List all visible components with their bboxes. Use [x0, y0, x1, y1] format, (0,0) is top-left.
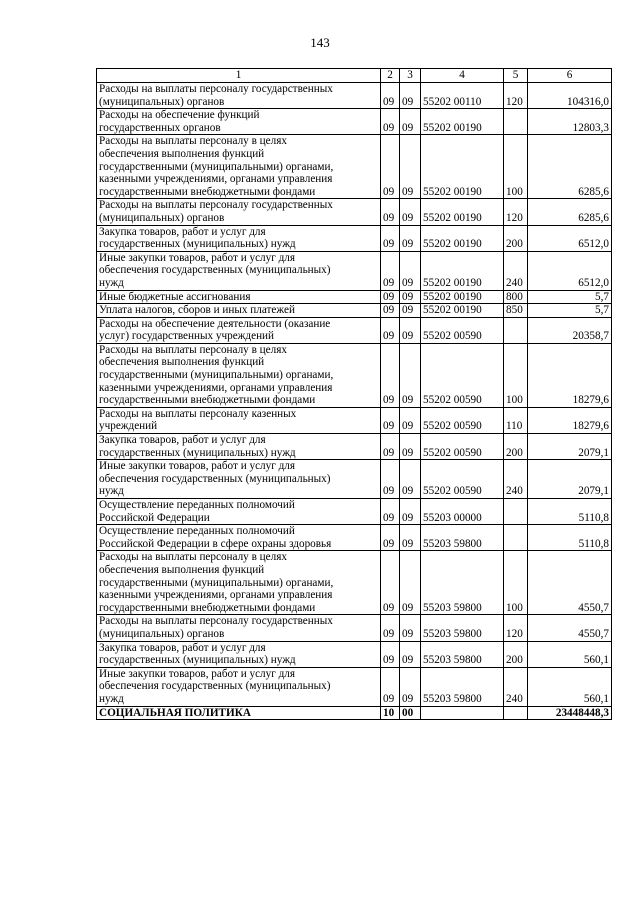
expense-description-cell [97, 641, 381, 667]
description-line: Расходы на выплаты персоналу государственных [99, 83, 333, 95]
expense-description-cell [97, 83, 381, 109]
expense-description-cell [97, 135, 381, 199]
target-article-cell: 55202 00590 [421, 434, 504, 460]
section-code-cell: 09 [381, 615, 400, 641]
subsection-code-cell: 09 [400, 615, 421, 641]
subsection-code-cell: 09 [400, 667, 421, 706]
description-line: (муниципальных) органов [99, 211, 225, 224]
description-line: государственными (муниципальными) органами, [99, 160, 334, 173]
header-cell: 3 [400, 69, 421, 83]
description-line: государственными внебюджетными фондами [99, 185, 316, 198]
expense-type-cell: 110 [504, 407, 528, 433]
expense-type-cell [504, 317, 528, 343]
description-line: Закупка товаров, работ и услуг для [99, 225, 266, 238]
target-article-cell: 55203 59800 [421, 615, 504, 641]
subsection-code-cell: 09 [400, 317, 421, 343]
description-line: государственных (муниципальных) нужд [99, 446, 296, 459]
description-line: Расходы на выплаты персоналу в целях [99, 343, 287, 356]
section-code-cell: 09 [381, 525, 400, 551]
expense-description-cell [97, 290, 381, 304]
amount-cell: 5110,8 [528, 499, 612, 525]
description-line: Осуществление переданных полномочий [99, 525, 295, 538]
description-line: Расходы на выплаты персоналу в целях [99, 135, 287, 148]
target-article-cell [421, 706, 504, 720]
section-code-cell: 09 [381, 304, 400, 318]
section-code-cell: 09 [381, 251, 400, 290]
target-article-cell: 55202 00590 [421, 343, 504, 407]
subsection-code-cell: 00 [400, 706, 421, 720]
amount-cell: 5110,8 [528, 525, 612, 551]
expense-description-cell [97, 304, 381, 318]
subsection-code-cell: 09 [400, 225, 421, 251]
amount-cell: 2079,1 [528, 434, 612, 460]
table-row [97, 290, 612, 304]
expense-description-cell [97, 434, 381, 460]
target-article-cell: 55202 00590 [421, 317, 504, 343]
amount-cell: 5,7 [528, 304, 612, 318]
header-row [97, 69, 612, 83]
table-row [97, 641, 612, 667]
expense-type-cell: 240 [504, 667, 528, 706]
description-line: обеспечения государственных (муниципальных) [99, 264, 331, 277]
table-row [97, 615, 612, 641]
amount-cell: 6512,0 [528, 225, 612, 251]
table-row [97, 304, 612, 318]
expense-description-cell [97, 460, 381, 499]
subsection-code-cell: 09 [400, 304, 421, 318]
section-code-cell: 09 [381, 199, 400, 225]
target-article-cell: 55202 00190 [421, 109, 504, 135]
expense-description-cell [97, 251, 381, 290]
table-row [97, 199, 612, 225]
target-article-cell: 55202 00190 [421, 199, 504, 225]
table-row [97, 706, 612, 720]
description-line: обеспечения государственных (муниципальных) [99, 680, 331, 693]
description-line: государственных (муниципальных) нужд [99, 654, 296, 667]
expense-type-cell: 200 [504, 434, 528, 460]
amount-cell: 4550,7 [528, 551, 612, 615]
table-row [97, 499, 612, 525]
description-line: Расходы на выплаты персоналу в целях [99, 551, 287, 564]
description-line: казенными учреждениями, органами управления [99, 173, 333, 186]
section-code-cell: 09 [381, 460, 400, 499]
expense-description-cell [97, 343, 381, 407]
subsection-code-cell: 09 [400, 641, 421, 667]
description-line: услуг) государственных учреждений [99, 330, 275, 343]
amount-cell: 20358,7 [528, 317, 612, 343]
expense-description-cell [97, 551, 381, 615]
table-row [97, 407, 612, 433]
description-line: казенными учреждениями, органами управления [99, 589, 333, 602]
description-line: государственных органов [99, 121, 221, 134]
description-line: Расходы на выплаты персоналу государственных [99, 615, 333, 628]
expense-type-cell: 100 [504, 551, 528, 615]
target-article-cell: 55202 00190 [421, 135, 504, 199]
target-article-cell: 55202 00190 [421, 251, 504, 290]
expense-description-cell [97, 667, 381, 706]
target-article-cell: 55202 00590 [421, 407, 504, 433]
section-code-cell: 09 [381, 551, 400, 615]
subsection-code-cell: 09 [400, 251, 421, 290]
description-line: обеспечения выполнения функций [99, 356, 265, 369]
expense-description-cell [97, 225, 381, 251]
section-code-cell: 09 [381, 407, 400, 433]
description-line: нужд [99, 692, 124, 705]
header-cell: 1 [97, 69, 381, 83]
page-number: 143 [310, 35, 330, 50]
description-line: учреждений [99, 420, 158, 433]
expense-description-cell [97, 199, 381, 225]
description-line: Российской Федерации в сфере охраны здоровья [99, 537, 332, 550]
amount-cell: 104316,0 [528, 83, 612, 109]
expense-type-cell: 120 [504, 615, 528, 641]
subsection-code-cell: 09 [400, 499, 421, 525]
expense-type-cell: 850 [504, 304, 528, 318]
expense-description-cell [97, 706, 381, 720]
header-cell: 6 [528, 69, 612, 83]
subsection-code-cell: 09 [400, 434, 421, 460]
subsection-code-cell: 09 [400, 109, 421, 135]
budget-table [96, 68, 612, 720]
description-line: Иные закупки товаров, работ и услуг для [99, 460, 296, 473]
table-row [97, 225, 612, 251]
amount-cell: 18279,6 [528, 343, 612, 407]
section-code-cell: 09 [381, 290, 400, 304]
expense-type-cell: 120 [504, 83, 528, 109]
expense-type-cell: 800 [504, 290, 528, 304]
table-row [97, 667, 612, 706]
expense-type-cell [504, 499, 528, 525]
amount-cell: 560,1 [528, 667, 612, 706]
description-line: казенными учреждениями, органами управления [99, 381, 333, 394]
description-line: нужд [99, 276, 124, 289]
section-code-cell: 09 [381, 667, 400, 706]
subsection-code-cell: 09 [400, 83, 421, 109]
description-line: обеспечения выполнения функций [99, 563, 265, 576]
subsection-code-cell: 09 [400, 135, 421, 199]
target-article-cell: 55202 00190 [421, 225, 504, 251]
target-article-cell: 55203 00000 [421, 499, 504, 525]
description-line: государственными (муниципальными) органами, [99, 576, 334, 589]
section-code-cell: 09 [381, 641, 400, 667]
description-line: Иные закупки товаров, работ и услуг для [99, 251, 296, 264]
description-line: (муниципальных) органов [99, 95, 225, 108]
table-row [97, 135, 612, 199]
target-article-cell: 55202 00190 [421, 290, 504, 304]
target-article-cell: 55203 59800 [421, 551, 504, 615]
description-line: государственными внебюджетными фондами [99, 394, 316, 407]
table-row [97, 83, 612, 109]
expense-type-cell: 100 [504, 343, 528, 407]
amount-cell: 18279,6 [528, 407, 612, 433]
expense-type-cell [504, 525, 528, 551]
header-cell: 5 [504, 69, 528, 83]
description-line: обеспечения государственных (муниципальных) [99, 472, 331, 485]
section-code-cell: 09 [381, 83, 400, 109]
expense-type-cell [504, 109, 528, 135]
description-line: Закупка товаров, работ и услуг для [99, 434, 266, 447]
subsection-code-cell: 09 [400, 460, 421, 499]
table-row [97, 434, 612, 460]
amount-cell: 5,7 [528, 290, 612, 304]
subsection-code-cell: 09 [400, 199, 421, 225]
header-cell: 2 [381, 69, 400, 83]
section-code-cell: 09 [381, 317, 400, 343]
expense-type-cell: 200 [504, 225, 528, 251]
description-line: Иные закупки товаров, работ и услуг для [99, 667, 296, 680]
expense-type-cell: 200 [504, 641, 528, 667]
description-line: (муниципальных) органов [99, 627, 225, 640]
table-row [97, 343, 612, 407]
description-line: Расходы на выплаты персоналу государственных [99, 199, 333, 212]
description-line: Расходы на обеспечение функций [99, 109, 260, 122]
table-row [97, 551, 612, 615]
expense-type-cell: 120 [504, 199, 528, 225]
table-row [97, 251, 612, 290]
amount-cell: 6285,6 [528, 199, 612, 225]
subsection-code-cell: 09 [400, 525, 421, 551]
target-article-cell: 55202 00190 [421, 304, 504, 318]
description-line: государственными (муниципальными) органами, [99, 369, 334, 382]
section-code-cell: 09 [381, 343, 400, 407]
target-article-cell: 55202 00590 [421, 460, 504, 499]
target-article-cell: 55203 59800 [421, 641, 504, 667]
header-cell: 4 [421, 69, 504, 83]
amount-cell: 2079,1 [528, 460, 612, 499]
subsection-code-cell: 09 [400, 290, 421, 304]
amount-cell: 12803,3 [528, 109, 612, 135]
expense-description-cell [97, 615, 381, 641]
description-line: СОЦИАЛЬНАЯ ПОЛИТИКА [99, 706, 251, 719]
table-row [97, 109, 612, 135]
target-article-cell: 55203 59800 [421, 667, 504, 706]
subsection-code-cell: 09 [400, 407, 421, 433]
target-article-cell: 55203 59800 [421, 525, 504, 551]
description-line: государственных (муниципальных) нужд [99, 238, 296, 251]
section-code-cell: 09 [381, 135, 400, 199]
expense-description-cell [97, 109, 381, 135]
description-line: Иные бюджетные ассигнования [99, 290, 251, 303]
description-line: Российской Федерации [99, 511, 210, 524]
section-code-cell: 09 [381, 499, 400, 525]
section-code-cell: 10 [381, 706, 400, 720]
description-line: Уплата налогов, сборов и иных платежей [99, 304, 295, 317]
amount-cell: 4550,7 [528, 615, 612, 641]
description-line: Расходы на выплаты персоналу казенных [99, 407, 297, 420]
section-code-cell: 09 [381, 434, 400, 460]
table-row [97, 525, 612, 551]
expense-description-cell [97, 317, 381, 343]
expense-description-cell [97, 407, 381, 433]
description-line: нужд [99, 485, 124, 498]
section-code-cell: 09 [381, 109, 400, 135]
expense-description-cell [97, 525, 381, 551]
subsection-code-cell: 09 [400, 343, 421, 407]
amount-cell: 6285,6 [528, 135, 612, 199]
description-line: Закупка товаров, работ и услуг для [99, 641, 266, 654]
table-row [97, 317, 612, 343]
description-line: Расходы на обеспечение деятельности (оказание [99, 317, 331, 330]
description-line: обеспечения выполнения функций [99, 147, 265, 160]
amount-cell: 23448448,3 [528, 706, 612, 720]
amount-cell: 560,1 [528, 641, 612, 667]
expense-type-cell [504, 706, 528, 720]
expense-description-cell [97, 499, 381, 525]
expense-type-cell: 240 [504, 251, 528, 290]
amount-cell: 6512,0 [528, 251, 612, 290]
expense-type-cell: 240 [504, 460, 528, 499]
target-article-cell: 55202 00110 [421, 83, 504, 109]
description-line: Осуществление переданных полномочий [99, 499, 295, 511]
description-line: государственными внебюджетными фондами [99, 601, 316, 614]
subsection-code-cell: 09 [400, 551, 421, 615]
table-row [97, 460, 612, 499]
section-code-cell: 09 [381, 225, 400, 251]
expense-type-cell: 100 [504, 135, 528, 199]
